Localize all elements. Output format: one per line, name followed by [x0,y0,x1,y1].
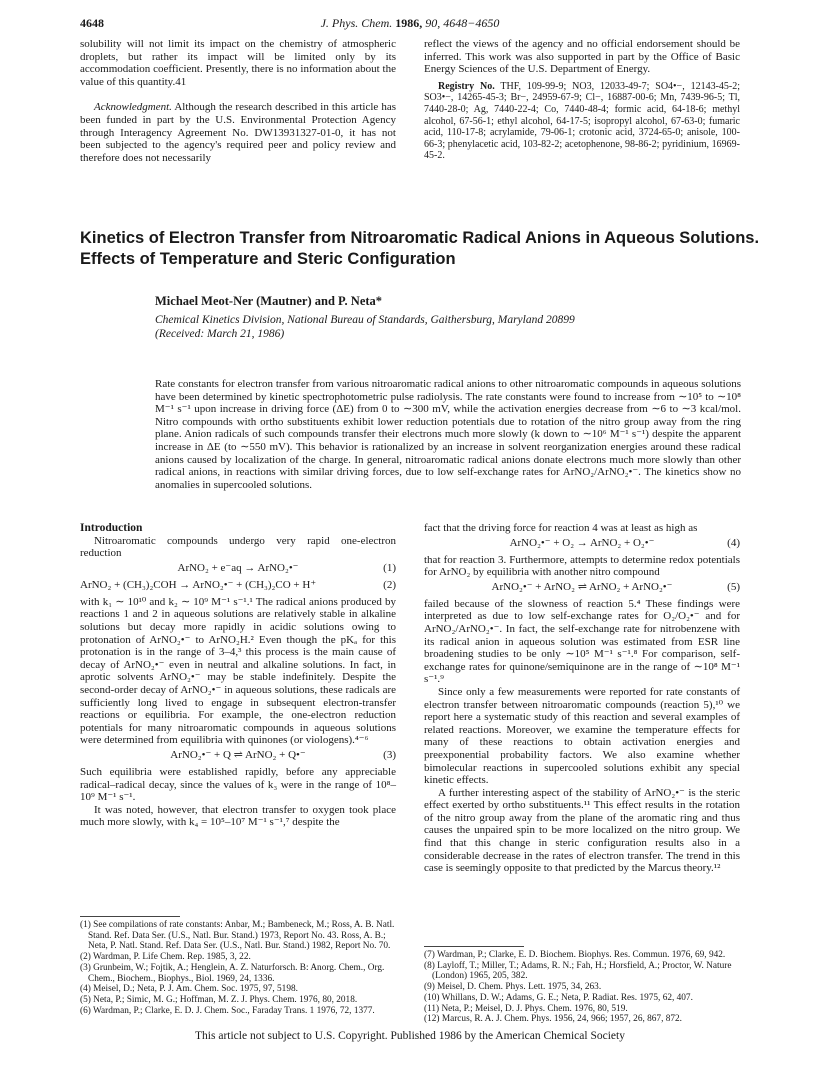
equation-number: (5) [727,580,740,593]
acknowledgment-text: Although the research described in this article has been funded in part by the U.S. Environmental Protection Agency through Interagency Agreement No. DW13931327-01-0, it has not been subjected to the agency's required peer and policy review and therefore does not necessarily [80,101,396,164]
registry-text: THF, 109-99-9; NO3, 12033-49-7; SO4•−, 12143-45-2; SO3•−, 14265-45-3; Br−, 24959-67-9; Cl−, 16887-00-6; Mn, 7439-96-5; Tl, 7440-28-0; Ag, 7440-22-4; Co, 7440-48-4; formic acid, 64-18-6; methyl alcohol, 67-56-1; ethyl alcohol, 64-17-5; isopropyl alcohol, 67-63-0; fumaric acid, 110-17-8; acrylamide, 79-06-1; crotonic acid, 3724-65-0; anisole, 100-66-3; phenylacetic acid, 103-82-2; acetophenone, 98-86-2; pyridinium, 16969-45-2. [424,80,741,162]
footnote: (12) Marcus, R. A. J. Chem. Phys. 1956, 24, 966; 1957, 26, 867, 872. [424,1014,682,1025]
article-authors: Michael Meot-Ner (Mautner) and P. Neta* [155,294,383,308]
equation-formula: ArNO₂ + e⁻aq → ArNO₂•⁻ [177,561,299,574]
footnote-rule [80,916,180,917]
equation-number: (2) [383,578,396,591]
page-number: 4648 [80,16,104,30]
footnotes-right [424,936,740,1025]
footnote: (8) Layloff, T.; Miller, T.; Adams, R. N.; Fah, H.; Horsfield, A.; Proctor, W. Nature (London) 1965, 205, 382. [424,960,732,982]
section-heading-introduction: Introduction [80,522,143,534]
equation-formula: ArNO₂•⁻ + Q ⇌ ArNO₂ + Q•⁻ [170,748,306,761]
running-head [0,16,820,31]
received-date: (Received: March 21, 1986) [155,328,285,340]
intro-paragraph-9: A further interesting aspect of the stability of ArNO₂•⁻ is the steric effect exerted by ortho substituents.¹¹ This effect results in the rotation of the nitro group away from the plane of the aromatic ring and thus causes the unpaired spin to be more localized on the nitro group. We find that this change in steric configuration results also in a considerable decrease in the rates of electron transfer. The trend in this case is seemingly opposite to that predicted by the Marcus theory.¹² [424,786,740,875]
equation-number: (1) [383,561,396,574]
intro-paragraph-1: Nitroaromatic compounds undergo very rapid one-electron reduction [80,534,396,560]
prev-article-left-column [80,38,396,164]
journal-volume-pages: 90, 4648−4650 [425,16,500,30]
prev-article-right-column [424,38,740,162]
intro-paragraph-7: failed because of the slowness of reaction 5.⁴ These findings were interpreted as due to low self-exchange rates for O₂/O₂•⁻ and for ArNO₂/ArNO₂•⁻. In fact, the self-exchange rate for nitrobenzene with its radical anion in aqueous solution was estimated from ESR line broadening studies to be only ∼10⁵ M⁻¹ s⁻¹.⁸ For comparison, self-exchange rates for quinone/semiquinone are in the range of ∼10⁸ M⁻¹ s⁻¹.⁹ [424,597,740,686]
prev-article-paragraph-cont: reflect the views of the agency and no official endorsement should be inferred. This work was also supported in part by the Office of Basic Energy Sciences of the U.S. Department of Energy. [424,38,740,76]
copyright-footer: This article not subject to U.S. Copyright. Published 1986 by the American Chemical Society [195,1030,625,1042]
footnote: (4) Meisel, D.; Neta, P. J. Am. Chem. Soc. 1975, 97, 5198. [80,984,298,995]
journal-name: J. Phys. Chem. [320,16,393,30]
body-right-column [424,522,740,875]
equation-2 [80,579,396,594]
intro-paragraph-2: with k₁ ∼ 10¹⁰ and k₂ ∼ 10⁹ M⁻¹ s⁻¹.¹ The radical anions produced by reactions 1 and 2 in aqueous solutions are relatively stable in alkaline solutions but decay more rapidly in acidic solutions owing to protonation of ArNO₂•⁻ to ArNO₂H.² Even though the pKₐ for this protonation is in the range of 3–4,³ this process is the main cause of decay of ArNO₂•⁻ even in neutral and alkaline solutions. In fact, in aprotic solvents ArNO₂•⁻ may be stable indefinitely. Despite the second-order decay of ArNO₂•⁻ in aqueous solutions, these radicals are sufficiently long lived to engage in subsequent electron-transfer reactions or equilibria. For example, the one-electron reduction potentials for many nitroaromatic compounds in aqueous solutions were determined from equilibria with quinones (or viologens).⁴⁻⁶ [80,595,396,747]
journal-year: 1986, [395,16,423,30]
equation-5 [424,581,740,596]
footnote: (1) See compilations of rate constants: Anbar, M.; Bambeneck, M.; Ross, A. B. Natl. Stand. Ref. Data Ser. (U.S., Natl. Bur. Stand.) 1973, Report No. 43. Ross, A. B.; Neta, P. Natl. Stand. Ref. Data Ser. (U.S., Natl. Bur. Stand.) 1982, Report No. 70. [80,920,395,952]
equation-4 [424,537,740,552]
equation-number: (4) [727,536,740,549]
equation-formula: ArNO₂ + (CH₃)₂COH → ArNO₂•⁻ + (CH₃)₂CO + H⁺ [80,578,317,591]
equation-1 [80,562,396,577]
registry-numbers [424,81,740,162]
footnote: (6) Wardman, P.; Clarke, E. D. J. Chem. Soc., Faraday Trans. 1 1976, 72, 1377. [80,1005,375,1016]
footnote: (9) Meisel, D. Chem. Phys. Lett. 1975, 34, 263. [424,982,602,993]
acknowledgment [80,101,396,164]
intro-paragraph-8: Since only a few measurements were reported for rate constants of electron transfer between nitroaromatic compounds (reaction 5),¹⁰ we report here a systematic study of this reaction and several examples of related reactions. Moreover, we examine the temperature effects for many of these reactions to obtain activation energies and preexponential probability factors. We also examine whether bimolecular reactions in supercooled solutions exhibit any special kinetic effects. [424,685,740,787]
equation-number: (3) [383,748,396,761]
intro-paragraph-3: Such equilibria were established rapidly, before any appreciable radical–radical decay, since the values of k₃ were in the range of 10⁸–10⁹ M⁻¹ s⁻¹. [80,765,396,804]
registry-label: Registry No. [438,80,495,92]
acknowledgment-label: Acknowledgment. [94,101,172,114]
footnote: (7) Wardman, P.; Clarke, E. D. Biochem. Biophys. Res. Commun. 1976, 69, 942. [424,950,726,960]
intro-paragraph-6: that for reaction 3. Furthermore, attempts to determine redox potentials for ArNO₂ by equilibria with another nitro compound [424,553,740,579]
equation-formula: ArNO₂•⁻ + O₂ → ArNO₂ + O₂•⁻ [509,536,655,549]
affiliation: Chemical Kinetics Division, National Bureau of Standards, Gaithersburg, Maryland 20899 [155,314,575,326]
abstract: Rate constants for electron transfer from various nitroaromatic radical anions to other nitroaromatic compounds in aqueous solutions have been determined by kinetic spectrophotometric pulse radiolysis. The rate constants were found to increase from ∼10⁵ to ∼10⁸ M⁻¹ s⁻¹ upon increase in driving force (ΔE) from 0 to ∼300 mV, while the activation energies decrease from ∼6 to ∼3 kcal/mol. Nitro compounds with ortho substituents exhibit lower reduction potentials due to rotation of the nitro group away from the ring plane. Anion radicals of such compounds transfer their electrons much more slowly (k down to ∼10⁶ M⁻¹ s⁻¹) despite the apparent increase in ΔE (to ∼550 mV). This behavior is rationalized by an increase in solvent reorganization energies around these radical anions caused by localization of the charge. In general, nitroaromatic radical anions donate electrons much more slowly than other radical anions, in reactions with similar driving forces, due to low self-exchange rates for ArNO₂/ArNO₂•⁻. The kinetics show no anomalies in supercooled solutions. [155,378,741,491]
footnote: (11) Neta, P.; Meisel, D. J. Phys. Chem. 1976, 80, 519. [424,1003,628,1014]
footnote: (5) Neta, P.; Simic, M. G.; Hoffman, M. Z. J. Phys. Chem. 1976, 80, 2018. [80,994,358,1005]
footnote-rule [424,946,524,947]
footnote: (3) Grunbeim, W.; Fojtik, A.; Henglein, A. Z. Naturforsch. B: Anorg. Chem., Org. Chem., Biochem., Biophys., Biol. 1969, 24, 1336. [80,962,385,984]
footnote: (10) Whillans, D. W.; Adams, G. E.; Neta, P. Radiat. Res. 1975, 62, 407. [424,992,693,1003]
intro-paragraph-4: It was noted, however, that electron transfer to oxygen took place much more slowly, with k₄ = 10⁵–10⁷ M⁻¹ s⁻¹,⁷ despite the [80,803,396,829]
equation-3 [80,749,396,764]
article-title: Kinetics of Electron Transfer from Nitroaromatic Radical Anions in Aqueous Solutions. Effects of Temperature and Steric Configuration [80,229,760,268]
footnotes-left [80,906,396,1016]
article-affiliation-block [155,313,755,341]
footnote: (2) Wardman, P. Life Chem. Rep. 1985, 3, 22. [80,952,251,963]
equation-formula: ArNO₂•⁻ + ArNO₂ ⇌ ArNO₂ + ArNO₂•⁻ [491,580,673,593]
body-left-column [80,522,396,829]
prev-article-paragraph: solubility will not limit its impact on the chemistry of atmospheric droplets, but rather its impact will be limited only by its accommodation coefficient. Presently, there is no information about the value of this quantity.41 [80,38,396,88]
intro-paragraph-5: fact that the driving force for reaction 4 was at least as high as [424,522,698,534]
